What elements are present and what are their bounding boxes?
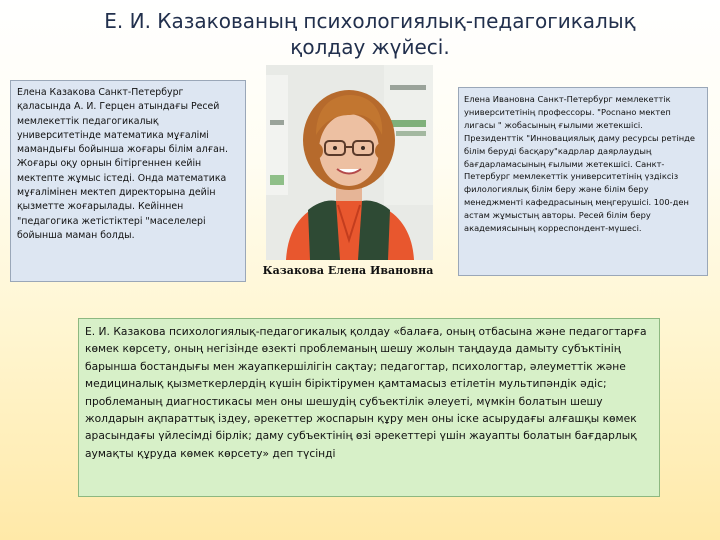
page-title	[90, 8, 650, 60]
definition-box	[78, 318, 660, 497]
photo-caption: Казакова Елена Ивановна	[262, 264, 434, 277]
title-line-1: Е. И. Казакованың психологиялық-педагогикалық	[104, 9, 636, 33]
title-line-2: қолдау жүйесі.	[290, 35, 450, 59]
profile-text: Елена Ивановна Санкт-Петербург мемлекеттік университетінің профессоры. "Росnано мектеп лигасы " жобасының ғылыми жетекшісі. Президенттік "Инновациялық даму ресурсы ретінде білім беруді басқару"кадрлар даярлаудың бағдарламасының ғылыми жетекшісі. Санкт-Петербург мемлекеттік университетінің үздіксіз филологиялық білім беру және білім беру менеджменті кафедрасының меңгерушісі. 100-ден астам жұмыстың авторы. Ресей білім беру академиясының корреспондент-мүшесі.	[464, 94, 696, 234]
portrait-illustration	[266, 65, 433, 260]
biography-text: Елена Казакова Санкт-Петербург қаласында А. И. Герцен атындағы Ресей мемлекеттік педагогикалық университетінде математика мұғалімі мамандығы бойынша жоғары білім алған. Жоғары оқу орнын бітіргеннен кейін мектепте жұмыс істеді. Онда математика мұғалімінен мектеп директорына дейін қызметте жоғарылады. Кейіннен "педагогика жетістіктері "маселелері бойынша маман болды.	[17, 87, 228, 241]
definition-text: Е. И. Казакова психологиялық-педагогикалық қолдау «балаға, оның отбасына және педагогтарға көмек көрсету, оның негізінде өзекті проблеманың шешу жолын таңдауда дамыту субъктінің барынша бостандығы мен жауапкершілігін сақтау; педагогтар, психологтар, әлеуметтік және медициналық қызметкерлердің күшін біріктірумен қамтамасыз етілетін мультипәндік әдіс; проблеманың диагностикасы мен оны шешудің субъектілік әлеуеті, мүмкін болатын шешу жолдарын ақпараттық іздеу, әрекеттер жоспарын құру мен оны іске асырудағы алғашқы көмек арасындағы үйлесімді бірлік; даму субъектінің өзі әрекеттері үшін жауапты болатын бағдарлық аумақты құруда көмек көрсету» деп түсіндi	[85, 325, 647, 460]
profile-box	[458, 87, 708, 276]
portrait-photo	[266, 65, 433, 260]
biography-box	[10, 80, 246, 282]
